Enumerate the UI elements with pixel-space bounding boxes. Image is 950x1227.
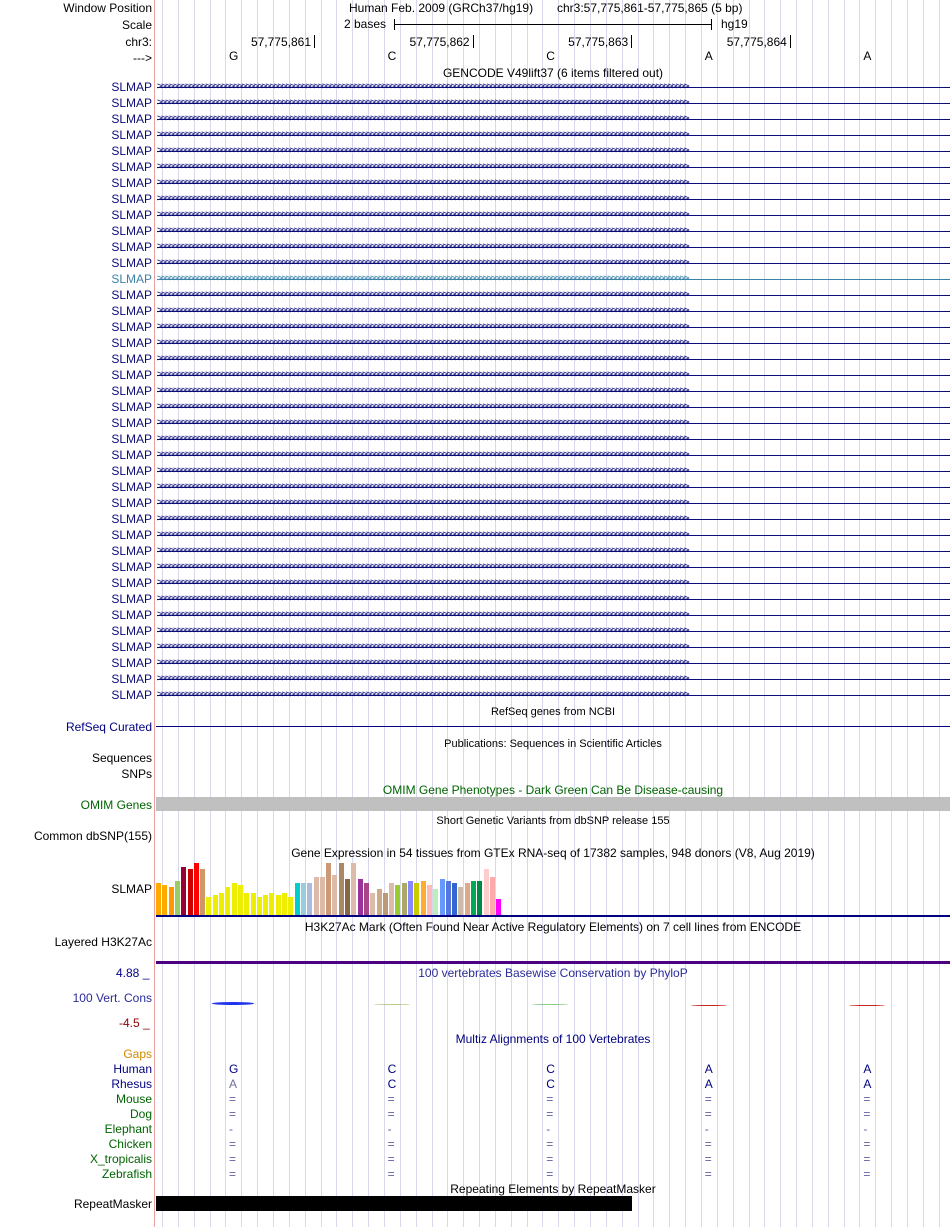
cons-track-title: 100 vertebrates Basewise Conservation by PhyloP	[418, 966, 688, 980]
gencode-transcript-label[interactable]: SLMAP	[111, 336, 152, 350]
strand-arrows: >>>>>>>>>>>>>>>>>>>>>>>>>>>>>>>>>>>>>>>>>>>>>>>>>>>>>>>>>>>>>>>>>>>>>>>>>>>>>>>>>>>>>>>>>>>>>>>>>>>>>>>>>>>>>>>>>>>>>>>>>>>>>>>>>>>>	[157, 321, 688, 332]
common-dbsnp-label[interactable]: Common dbSNP(155)	[33, 829, 152, 843]
gencode-transcript-label[interactable]: SLMAP	[111, 384, 152, 398]
strand-arrows: >>>>>>>>>>>>>>>>>>>>>>>>>>>>>>>>>>>>>>>>>>>>>>>>>>>>>>>>>>>>>>>>>>>>>>>>>>>>>>>>>>>>>>>>>>>>>>>>>>>>>>>>>>>>>>>>>>>>>>>>>>>>>>>>>>>>	[157, 417, 688, 428]
alignment-cell: A	[863, 1062, 872, 1076]
ruler-tick	[314, 35, 315, 48]
gencode-transcript-label[interactable]: SLMAP	[111, 480, 152, 494]
cons-mark[interactable]	[849, 1005, 885, 1006]
strand-arrows: >>>>>>>>>>>>>>>>>>>>>>>>>>>>>>>>>>>>>>>>>>>>>>>>>>>>>>>>>>>>>>>>>>>>>>>>>>>>>>>>>>>>>>>>>>>>>>>>>>>>>>>>>>>>>>>>>>>>>>>>>>>>>>>>>>>>	[157, 561, 688, 572]
refseq-label[interactable]: RefSeq Curated	[65, 720, 152, 734]
position-text: chr3:57,775,861-57,775,865 (5 bp)	[557, 1, 743, 15]
gtex-bar[interactable]	[433, 889, 438, 915]
gencode-transcript-label[interactable]: SLMAP	[111, 176, 152, 190]
ruler-tick-label: 57,775,862	[409, 35, 470, 49]
gtex-bar[interactable]	[402, 883, 407, 915]
gtex-bar[interactable]	[269, 893, 274, 915]
gtex-bar[interactable]	[232, 883, 237, 915]
h3k27ac-label[interactable]: Layered H3K27Ac	[54, 935, 152, 949]
gtex-bar[interactable]	[238, 885, 243, 915]
species-label[interactable]: Dog	[129, 1107, 152, 1121]
strand-arrows: >>>>>>>>>>>>>>>>>>>>>>>>>>>>>>>>>>>>>>>>>>>>>>>>>>>>>>>>>>>>>>>>>>>>>>>>>>>>>>>>>>>>>>>>>>>>>>>>>>>>>>>>>>>>>>>>>>>>>>>>>>>>>>>>>>>>	[157, 529, 688, 540]
strand-arrows: >>>>>>>>>>>>>>>>>>>>>>>>>>>>>>>>>>>>>>>>>>>>>>>>>>>>>>>>>>>>>>>>>>>>>>>>>>>>>>>>>>>>>>>>>>>>>>>>>>>>>>>>>>>>>>>>>>>>>>>>>>>>>>>>>>>>	[157, 689, 688, 700]
gtex-bar[interactable]	[276, 895, 281, 915]
dbsnp-track-title: Short Genetic Variants from dbSNP release 155	[436, 815, 670, 827]
strand-arrows: >>>>>>>>>>>>>>>>>>>>>>>>>>>>>>>>>>>>>>>>>>>>>>>>>>>>>>>>>>>>>>>>>>>>>>>>>>>>>>>>>>>>>>>>>>>>>>>>>>>>>>>>>>>>>>>>>>>>>>>>>>>>>>>>>>>>	[157, 577, 688, 588]
cons-min-label: -4.5 _	[119, 1016, 150, 1030]
alignment-cell: =	[387, 1092, 395, 1106]
gtex-baseline	[156, 915, 950, 917]
strand-arrows: >>>>>>>>>>>>>>>>>>>>>>>>>>>>>>>>>>>>>>>>>>>>>>>>>>>>>>>>>>>>>>>>>>>>>>>>>>>>>>>>>>>>>>>>>>>>>>>>>>>>>>>>>>>>>>>>>>>>>>>>>>>>>>>>>>>>	[157, 641, 688, 652]
cons-mark[interactable]	[532, 1004, 568, 1005]
assembly-text: Human Feb. 2009 (GRCh37/hg19)	[349, 1, 534, 15]
gaps-label[interactable]: Gaps	[123, 1047, 152, 1061]
gtex-bar[interactable]	[377, 889, 382, 915]
gtex-bar[interactable]	[194, 863, 199, 915]
alignment-cell: A	[863, 1077, 872, 1091]
gencode-track-title: GENCODE V49lift37 (6 items filtered out)	[442, 66, 664, 80]
gtex-bar[interactable]	[244, 893, 249, 915]
gtex-bar[interactable]	[320, 877, 325, 915]
gencode-transcript-label[interactable]: SLMAP	[111, 496, 152, 510]
base-letter: C	[546, 49, 555, 63]
alignment-cell: =	[546, 1107, 554, 1121]
strand-arrows: >>>>>>>>>>>>>>>>>>>>>>>>>>>>>>>>>>>>>>>>>>>>>>>>>>>>>>>>>>>>>>>>>>>>>>>>>>>>>>>>>>>>>>>>>>>>>>>>>>>>>>>>>>>>>>>>>>>>>>>>>>>>>>>>>>>>	[157, 385, 688, 396]
gtex-bar[interactable]	[213, 895, 218, 915]
gtex-bar[interactable]	[200, 869, 205, 915]
scale-bar	[394, 24, 712, 25]
ruler-tick-label: 57,775,863	[568, 35, 629, 49]
gtex-bar[interactable]	[496, 899, 501, 915]
strand-arrows: >>>>>>>>>>>>>>>>>>>>>>>>>>>>>>>>>>>>>>>>>>>>>>>>>>>>>>>>>>>>>>>>>>>>>>>>>>>>>>>>>>>>>>>>>>>>>>>>>>>>>>>>>>>>>>>>>>>>>>>>>>>>>>>>>>>>	[157, 225, 688, 236]
base-letter: G	[229, 49, 239, 63]
gencode-transcript-label[interactable]: SLMAP	[111, 624, 152, 638]
species-label[interactable]: Mouse	[115, 1092, 152, 1106]
strand-arrows: >>>>>>>>>>>>>>>>>>>>>>>>>>>>>>>>>>>>>>>>>>>>>>>>>>>>>>>>>>>>>>>>>>>>>>>>>>>>>>>>>>>>>>>>>>>>>>>>>>>>>>>>>>>>>>>>>>>>>>>>>>>>>>>>>>>>	[157, 337, 688, 348]
strand-arrows: >>>>>>>>>>>>>>>>>>>>>>>>>>>>>>>>>>>>>>>>>>>>>>>>>>>>>>>>>>>>>>>>>>>>>>>>>>>>>>>>>>>>>>>>>>>>>>>>>>>>>>>>>>>>>>>>>>>>>>>>>>>>>>>>>>>>	[157, 369, 688, 380]
alignment-cell: =	[863, 1152, 871, 1166]
alignment-cell: =	[546, 1167, 554, 1181]
gtex-bar[interactable]	[257, 897, 262, 915]
strand-arrows: >>>>>>>>>>>>>>>>>>>>>>>>>>>>>>>>>>>>>>>>>>>>>>>>>>>>>>>>>>>>>>>>>>>>>>>>>>>>>>>>>>>>>>>>>>>>>>>>>>>>>>>>>>>>>>>>>>>>>>>>>>>>>>>>>>>>	[157, 609, 688, 620]
strand-arrows: >>>>>>>>>>>>>>>>>>>>>>>>>>>>>>>>>>>>>>>>>>>>>>>>>>>>>>>>>>>>>>>>>>>>>>>>>>>>>>>>>>>>>>>>>>>>>>>>>>>>>>>>>>>>>>>>>>>>>>>>>>>>>>>>>>>>	[157, 81, 688, 92]
strand-arrows: >>>>>>>>>>>>>>>>>>>>>>>>>>>>>>>>>>>>>>>>>>>>>>>>>>>>>>>>>>>>>>>>>>>>>>>>>>>>>>>>>>>>>>>>>>>>>>>>>>>>>>>>>>>>>>>>>>>>>>>>>>>>>>>>>>>>	[157, 401, 688, 412]
alignment-cell: -	[863, 1122, 868, 1136]
gencode-transcript-label[interactable]: SLMAP	[111, 512, 152, 526]
gencode-transcript-label[interactable]: SLMAP	[111, 592, 152, 606]
ruler-tick	[631, 35, 632, 48]
gtex-bar[interactable]	[282, 893, 287, 915]
gencode-transcript-label[interactable]: SLMAP	[111, 240, 152, 254]
gencode-transcript-label[interactable]: SLMAP	[111, 416, 152, 430]
cons-mark[interactable]	[374, 1004, 410, 1005]
strand-arrows: >>>>>>>>>>>>>>>>>>>>>>>>>>>>>>>>>>>>>>>>>>>>>>>>>>>>>>>>>>>>>>>>>>>>>>>>>>>>>>>>>>>>>>>>>>>>>>>>>>>>>>>>>>>>>>>>>>>>>>>>>>>>>>>>>>>>	[157, 129, 688, 140]
gencode-transcript-label[interactable]: SLMAP	[111, 272, 152, 286]
gencode-transcript-label[interactable]: SLMAP	[111, 160, 152, 174]
alignment-cell: =	[229, 1107, 237, 1121]
species-label[interactable]: Rhesus	[111, 1077, 152, 1091]
gencode-transcript-label[interactable]: SLMAP	[111, 96, 152, 110]
gencode-transcript-label[interactable]: SLMAP	[111, 528, 152, 542]
strand-arrows: >>>>>>>>>>>>>>>>>>>>>>>>>>>>>>>>>>>>>>>>>>>>>>>>>>>>>>>>>>>>>>>>>>>>>>>>>>>>>>>>>>>>>>>>>>>>>>>>>>>>>>>>>>>>>>>>>>>>>>>>>>>>>>>>>>>>	[157, 193, 688, 204]
gtex-bar[interactable]	[188, 869, 193, 915]
alignment-cell: C	[546, 1077, 555, 1091]
gtex-bar[interactable]	[263, 895, 268, 915]
gtex-bar[interactable]	[156, 883, 161, 915]
gtex-bar[interactable]	[175, 881, 180, 915]
gtex-bar[interactable]	[383, 893, 388, 915]
alignment-cell: =	[704, 1167, 712, 1181]
strand-arrows: >>>>>>>>>>>>>>>>>>>>>>>>>>>>>>>>>>>>>>>>>>>>>>>>>>>>>>>>>>>>>>>>>>>>>>>>>>>>>>>>>>>>>>>>>>>>>>>>>>>>>>>>>>>>>>>>>>>>>>>>>>>>>>>>>>>>	[157, 593, 688, 604]
alignment-cell: A	[704, 1062, 713, 1076]
strand-arrows: >>>>>>>>>>>>>>>>>>>>>>>>>>>>>>>>>>>>>>>>>>>>>>>>>>>>>>>>>>>>>>>>>>>>>>>>>>>>>>>>>>>>>>>>>>>>>>>>>>>>>>>>>>>>>>>>>>>>>>>>>>>>>>>>>>>>	[157, 209, 688, 220]
alignment-cell: G	[229, 1062, 239, 1076]
ruler-tick-label: 57,775,861	[250, 35, 311, 49]
strand-arrows: >>>>>>>>>>>>>>>>>>>>>>>>>>>>>>>>>>>>>>>>>>>>>>>>>>>>>>>>>>>>>>>>>>>>>>>>>>>>>>>>>>>>>>>>>>>>>>>>>>>>>>>>>>>>>>>>>>>>>>>>>>>>>>>>>>>>	[157, 497, 688, 508]
strand-arrows: >>>>>>>>>>>>>>>>>>>>>>>>>>>>>>>>>>>>>>>>>>>>>>>>>>>>>>>>>>>>>>>>>>>>>>>>>>>>>>>>>>>>>>>>>>>>>>>>>>>>>>>>>>>>>>>>>>>>>>>>>>>>>>>>>>>>	[157, 353, 688, 364]
gtex-bar[interactable]	[169, 887, 174, 915]
gtex-bar[interactable]	[358, 879, 363, 915]
scale-text: 2 bases	[344, 17, 387, 31]
gencode-transcript-label[interactable]: SLMAP	[111, 288, 152, 302]
gtex-bar[interactable]	[225, 887, 230, 915]
cons-max-label: 4.88 _	[116, 966, 150, 980]
gtex-bar[interactable]	[162, 885, 167, 915]
strand-arrows: >>>>>>>>>>>>>>>>>>>>>>>>>>>>>>>>>>>>>>>>>>>>>>>>>>>>>>>>>>>>>>>>>>>>>>>>>>>>>>>>>>>>>>>>>>>>>>>>>>>>>>>>>>>>>>>>>>>>>>>>>>>>>>>>>>>>	[157, 305, 688, 316]
gtex-bar[interactable]	[465, 883, 470, 915]
gencode-transcript-label[interactable]: SLMAP	[111, 544, 152, 558]
gtex-bar[interactable]	[446, 881, 451, 915]
omim-bar[interactable]	[156, 797, 950, 811]
cons-mark[interactable]	[212, 1002, 254, 1005]
gencode-transcript-label[interactable]: SLMAP	[111, 192, 152, 206]
alignment-cell: =	[704, 1107, 712, 1121]
window-position-label: Window Position	[63, 1, 152, 15]
gencode-transcript-label[interactable]: SLMAP	[111, 656, 152, 670]
gtex-bar[interactable]	[490, 877, 495, 915]
gencode-transcript-label[interactable]: SLMAP	[111, 128, 152, 142]
scale-label: Scale	[121, 18, 152, 32]
gencode-transcript-label[interactable]: SLMAP	[111, 352, 152, 366]
gencode-transcript-label[interactable]: SLMAP	[111, 304, 152, 318]
strand-arrows: >>>>>>>>>>>>>>>>>>>>>>>>>>>>>>>>>>>>>>>>>>>>>>>>>>>>>>>>>>>>>>>>>>>>>>>>>>>>>>>>>>>>>>>>>>>>>>>>>>>>>>>>>>>>>>>>>>>>>>>>>>>>>>>>>>>>	[157, 177, 688, 188]
alignment-cell: =	[387, 1107, 395, 1121]
strand-arrows: >>>>>>>>>>>>>>>>>>>>>>>>>>>>>>>>>>>>>>>>>>>>>>>>>>>>>>>>>>>>>>>>>>>>>>>>>>>>>>>>>>>>>>>>>>>>>>>>>>>>>>>>>>>>>>>>>>>>>>>>>>>>>>>>>>>>	[157, 289, 688, 300]
gtex-bar[interactable]	[332, 875, 337, 915]
alignment-cell: =	[387, 1137, 395, 1151]
gencode-transcript-label[interactable]: SLMAP	[111, 464, 152, 478]
gencode-transcript-label[interactable]: SLMAP	[111, 368, 152, 382]
gtex-bar[interactable]	[414, 883, 419, 915]
gtex-bar[interactable]	[295, 883, 300, 915]
gencode-transcript-label[interactable]: SLMAP	[111, 432, 152, 446]
pubs-track-title: Publications: Sequences in Scientific Articles	[444, 738, 662, 750]
gtex-bar[interactable]	[408, 881, 413, 915]
alignment-cell: A	[704, 1077, 713, 1091]
alignment-cell: =	[546, 1152, 554, 1166]
alignment-cell: =	[863, 1092, 871, 1106]
species-label[interactable]: Human	[113, 1062, 152, 1076]
scale-bar-right-tick	[711, 19, 712, 30]
gtex-bar[interactable]	[345, 879, 350, 915]
strand-arrows: >>>>>>>>>>>>>>>>>>>>>>>>>>>>>>>>>>>>>>>>>>>>>>>>>>>>>>>>>>>>>>>>>>>>>>>>>>>>>>>>>>>>>>>>>>>>>>>>>>>>>>>>>>>>>>>>>>>>>>>>>>>>>>>>>>>>	[157, 673, 688, 684]
species-label[interactable]: Elephant	[104, 1122, 152, 1136]
alignment-cell: =	[704, 1092, 712, 1106]
strand-arrows: >>>>>>>>>>>>>>>>>>>>>>>>>>>>>>>>>>>>>>>>>>>>>>>>>>>>>>>>>>>>>>>>>>>>>>>>>>>>>>>>>>>>>>>>>>>>>>>>>>>>>>>>>>>>>>>>>>>>>>>>>>>>>>>>>>>>	[157, 433, 688, 444]
alignment-cell: =	[229, 1167, 237, 1181]
snps-label[interactable]: SNPs	[121, 767, 152, 781]
strand-arrows: >>>>>>>>>>>>>>>>>>>>>>>>>>>>>>>>>>>>>>>>>>>>>>>>>>>>>>>>>>>>>>>>>>>>>>>>>>>>>>>>>>>>>>>>>>>>>>>>>>>>>>>>>>>>>>>>>>>>>>>>>>>>>>>>>>>>	[157, 97, 688, 108]
refseq-track-title: RefSeq genes from NCBI	[490, 706, 616, 718]
gtex-bar[interactable]	[484, 869, 489, 915]
gencode-transcript-label[interactable]: SLMAP	[111, 112, 152, 126]
alignment-cell: =	[546, 1137, 554, 1151]
gencode-transcript-label[interactable]: SLMAP	[111, 672, 152, 686]
strand-arrows: >>>>>>>>>>>>>>>>>>>>>>>>>>>>>>>>>>>>>>>>>>>>>>>>>>>>>>>>>>>>>>>>>>>>>>>>>>>>>>>>>>>>>>>>>>>>>>>>>>>>>>>>>>>>>>>>>>>>>>>>>>>>>>>>>>>>	[157, 241, 688, 252]
gtex-bar[interactable]	[307, 883, 312, 915]
gtex-bar[interactable]	[181, 867, 186, 915]
gencode-transcript-label[interactable]: SLMAP	[111, 208, 152, 222]
gtex-bar[interactable]	[219, 893, 224, 915]
gtex-bar[interactable]	[288, 897, 293, 915]
alignment-cell: =	[704, 1137, 712, 1151]
gencode-transcript-label[interactable]: SLMAP	[111, 320, 152, 334]
gtex-bar[interactable]	[206, 897, 211, 915]
multiz-track-title: Multiz Alignments of 100 Vertebrates	[455, 1032, 651, 1046]
ruler-tick	[473, 35, 474, 48]
strand-arrows: >>>>>>>>>>>>>>>>>>>>>>>>>>>>>>>>>>>>>>>>>>>>>>>>>>>>>>>>>>>>>>>>>>>>>>>>>>>>>>>>>>>>>>>>>>>>>>>>>>>>>>>>>>>>>>>>>>>>>>>>>>>>>>>>>>>>	[157, 657, 688, 668]
base-letter: A	[704, 49, 713, 63]
gencode-transcript-label[interactable]: SLMAP	[111, 560, 152, 574]
db-text: hg19	[721, 17, 748, 31]
gtex-gene-label[interactable]: SLMAP	[111, 882, 152, 896]
gtex-bar[interactable]	[301, 883, 306, 915]
species-label[interactable]: X_tropicalis	[89, 1152, 152, 1166]
ruler-tick-label: 57,775,864	[726, 35, 787, 49]
alignment-cell: =	[229, 1092, 237, 1106]
gtex-bar[interactable]	[389, 883, 394, 915]
gtex-bar[interactable]	[421, 881, 426, 915]
strand-arrows: >>>>>>>>>>>>>>>>>>>>>>>>>>>>>>>>>>>>>>>>>>>>>>>>>>>>>>>>>>>>>>>>>>>>>>>>>>>>>>>>>>>>>>>>>>>>>>>>>>>>>>>>>>>>>>>>>>>>>>>>>>>>>>>>>>>>	[157, 545, 688, 556]
scale-bar-left-tick	[394, 19, 395, 30]
chrom-label: chr3:	[125, 35, 152, 49]
gencode-transcript-label[interactable]: SLMAP	[111, 144, 152, 158]
strand-arrows: >>>>>>>>>>>>>>>>>>>>>>>>>>>>>>>>>>>>>>>>>>>>>>>>>>>>>>>>>>>>>>>>>>>>>>>>>>>>>>>>>>>>>>>>>>>>>>>>>>>>>>>>>>>>>>>>>>>>>>>>>>>>>>>>>>>>	[157, 161, 688, 172]
h3k27ac-signal[interactable]	[156, 961, 950, 964]
alignment-cell: =	[229, 1152, 237, 1166]
alignment-cell: -	[546, 1122, 551, 1136]
alignment-cell: C	[387, 1077, 397, 1091]
alignment-cell: -	[229, 1122, 233, 1136]
gencode-transcript-label[interactable]: SLMAP	[111, 224, 152, 238]
h3k27ac-track-title: H3K27Ac Mark (Often Found Near Active Regulatory Elements) on 7 cell lines from ENCODE	[304, 920, 802, 934]
gencode-transcript-label[interactable]: SLMAP	[111, 688, 152, 702]
strand-arrows: >>>>>>>>>>>>>>>>>>>>>>>>>>>>>>>>>>>>>>>>>>>>>>>>>>>>>>>>>>>>>>>>>>>>>>>>>>>>>>>>>>>>>>>>>>>>>>>>>>>>>>>>>>>>>>>>>>>>>>>>>>>>>>>>>>>>	[157, 625, 688, 636]
gtex-bar[interactable]	[440, 879, 445, 915]
gtex-track-title: Gene Expression in 54 tissues from GTEx RNA-seq of 17382 samples, 948 donors (V8, Aug 2019)	[291, 846, 815, 860]
gencode-transcript-label[interactable]: SLMAP	[111, 448, 152, 462]
species-label[interactable]: Zebrafish	[101, 1167, 152, 1181]
alignment-cell: =	[704, 1152, 712, 1166]
gtex-bar[interactable]	[471, 881, 476, 915]
gtex-bar[interactable]	[251, 893, 256, 915]
gtex-bar[interactable]	[314, 877, 319, 915]
alignment-cell: -	[704, 1122, 709, 1136]
gtex-bar[interactable]	[395, 885, 400, 915]
gtex-bar[interactable]	[370, 893, 375, 915]
alignment-cell: =	[387, 1152, 395, 1166]
gtex-bar[interactable]	[458, 887, 463, 915]
gencode-transcript-label[interactable]: SLMAP	[111, 608, 152, 622]
alignment-cell: A	[229, 1077, 238, 1091]
alignment-cell: -	[387, 1122, 392, 1136]
strand-arrows: >>>>>>>>>>>>>>>>>>>>>>>>>>>>>>>>>>>>>>>>>>>>>>>>>>>>>>>>>>>>>>>>>>>>>>>>>>>>>>>>>>>>>>>>>>>>>>>>>>>>>>>>>>>>>>>>>>>>>>>>>>>>>>>>>>>>	[157, 465, 688, 476]
alignment-cell: =	[387, 1167, 395, 1181]
gtex-bar[interactable]	[427, 885, 432, 915]
strand-label: --->	[133, 51, 152, 65]
alignment-cell: =	[863, 1137, 871, 1151]
gencode-transcript-label[interactable]: SLMAP	[111, 256, 152, 270]
gtex-bar[interactable]	[326, 863, 331, 915]
gtex-bar[interactable]	[477, 881, 482, 915]
gtex-bar[interactable]	[364, 883, 369, 915]
strand-arrows: >>>>>>>>>>>>>>>>>>>>>>>>>>>>>>>>>>>>>>>>>>>>>>>>>>>>>>>>>>>>>>>>>>>>>>>>>>>>>>>>>>>>>>>>>>>>>>>>>>>>>>>>>>>>>>>>>>>>>>>>>>>>>>>>>>>>	[157, 113, 688, 124]
gencode-transcript-label[interactable]: SLMAP	[111, 576, 152, 590]
strand-arrows: >>>>>>>>>>>>>>>>>>>>>>>>>>>>>>>>>>>>>>>>>>>>>>>>>>>>>>>>>>>>>>>>>>>>>>>>>>>>>>>>>>>>>>>>>>>>>>>>>>>>>>>>>>>>>>>>>>>>>>>>>>>>>>>>>>>>	[157, 449, 688, 460]
repeatmasker-label[interactable]: RepeatMasker	[73, 1197, 152, 1211]
base-letter: C	[387, 49, 397, 63]
alignment-cell: =	[229, 1137, 237, 1151]
gtex-bar[interactable]	[452, 883, 457, 915]
strand-arrows: >>>>>>>>>>>>>>>>>>>>>>>>>>>>>>>>>>>>>>>>>>>>>>>>>>>>>>>>>>>>>>>>>>>>>>>>>>>>>>>>>>>>>>>>>>>>>>>>>>>>>>>>>>>>>>>>>>>>>>>>>>>>>>>>>>>>	[157, 145, 688, 156]
guide-left-border	[154, 0, 155, 1227]
strand-arrows: >>>>>>>>>>>>>>>>>>>>>>>>>>>>>>>>>>>>>>>>>>>>>>>>>>>>>>>>>>>>>>>>>>>>>>>>>>>>>>>>>>>>>>>>>>>>>>>>>>>>>>>>>>>>>>>>>>>>>>>>>>>>>>>>>>>>	[157, 481, 688, 492]
strand-arrows: >>>>>>>>>>>>>>>>>>>>>>>>>>>>>>>>>>>>>>>>>>>>>>>>>>>>>>>>>>>>>>>>>>>>>>>>>>>>>>>>>>>>>>>>>>>>>>>>>>>>>>>>>>>>>>>>>>>>>>>>>>>>>>>>>>>>	[157, 257, 688, 268]
base-letter: A	[863, 49, 872, 63]
repeat-element-block[interactable]	[156, 1196, 632, 1211]
strand-arrows: >>>>>>>>>>>>>>>>>>>>>>>>>>>>>>>>>>>>>>>>>>>>>>>>>>>>>>>>>>>>>>>>>>>>>>>>>>>>>>>>>>>>>>>>>>>>>>>>>>>>>>>>>>>>>>>>>>>>>>>>>>>>>>>>>>>>	[157, 273, 688, 284]
sequences-label[interactable]: Sequences	[91, 751, 152, 765]
cons-mark[interactable]	[691, 1005, 727, 1006]
alignment-cell: =	[863, 1107, 871, 1121]
alignment-cell: C	[546, 1062, 555, 1076]
repeat-track-title: Repeating Elements by RepeatMasker	[450, 1182, 656, 1196]
gencode-transcript-label[interactable]: SLMAP	[111, 80, 152, 94]
gtex-bar[interactable]	[339, 863, 344, 915]
omim-track-title: OMIM Gene Phenotypes - Dark Green Can Be Disease-causing	[382, 783, 724, 797]
strand-arrows: >>>>>>>>>>>>>>>>>>>>>>>>>>>>>>>>>>>>>>>>>>>>>>>>>>>>>>>>>>>>>>>>>>>>>>>>>>>>>>>>>>>>>>>>>>>>>>>>>>>>>>>>>>>>>>>>>>>>>>>>>>>>>>>>>>>>	[157, 513, 688, 524]
cons-label[interactable]: 100 Vert. Cons	[72, 991, 152, 1005]
omim-label[interactable]: OMIM Genes	[80, 798, 152, 812]
gencode-transcript-label[interactable]: SLMAP	[111, 640, 152, 654]
ruler-tick	[790, 35, 791, 48]
alignment-cell: C	[387, 1062, 397, 1076]
species-label[interactable]: Chicken	[108, 1137, 152, 1151]
gencode-transcript-label[interactable]: SLMAP	[111, 400, 152, 414]
gtex-bar[interactable]	[351, 863, 356, 915]
alignment-cell: =	[546, 1092, 554, 1106]
refseq-gene-line[interactable]	[156, 726, 950, 727]
alignment-cell: =	[863, 1167, 871, 1181]
